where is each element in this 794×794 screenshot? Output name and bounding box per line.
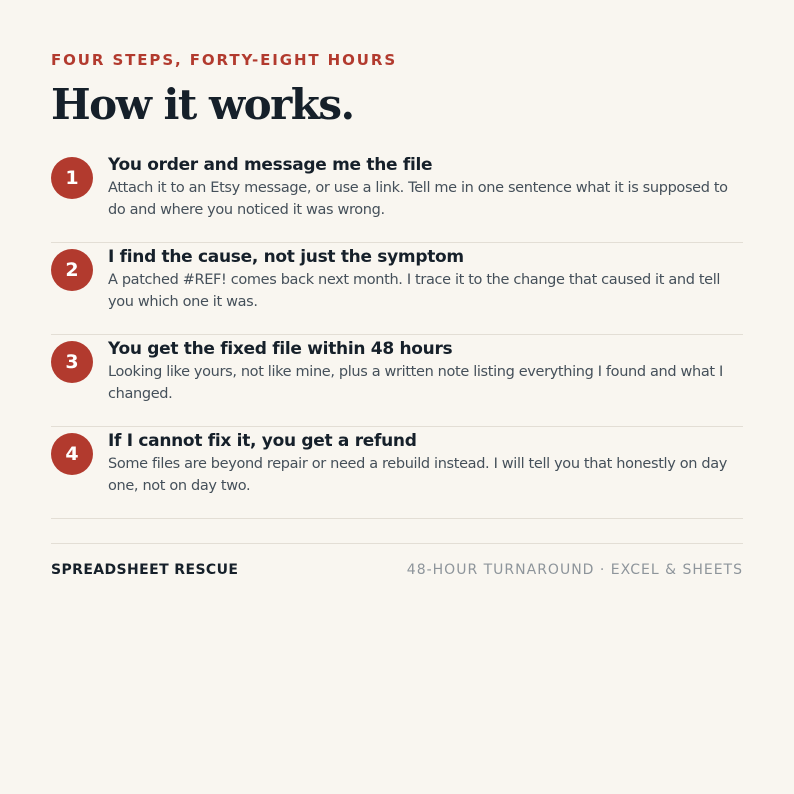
step-content — [108, 246, 743, 313]
step-description: Some files are beyond repair or need a rebuild instead. I will tell you that honestly on day one, not on day two. — [108, 456, 727, 494]
step-content — [108, 430, 743, 497]
step-number-badge: 3 — [51, 341, 93, 383]
step-title: If I cannot fix it, you get a refund — [108, 431, 417, 451]
step-number-badge: 2 — [51, 249, 93, 291]
footer-bar — [51, 543, 743, 579]
step-number-badge: 1 — [51, 157, 93, 199]
step-item — [51, 151, 743, 243]
step-description: Looking like yours, not like mine, plus a written note listing everything I found and what I changed. — [108, 364, 723, 402]
step-description: A patched #REF! comes back next month. I trace it to the change that caused it and tell you which one it was. — [108, 272, 721, 310]
footer-tagline: 48-HOUR TURNAROUND · EXCEL & SHEETS — [406, 562, 743, 578]
step-title: You order and message me the file — [108, 155, 433, 175]
how-it-works-section — [51, 49, 743, 579]
step-description: Attach it to an Etsy message, or use a link. Tell me in one sentence what it is supposed to do and where you noticed it was wrong. — [108, 180, 728, 218]
steps-list — [51, 151, 743, 519]
step-content — [108, 154, 743, 221]
step-item — [51, 335, 743, 427]
brand-name: SPREADSHEET RESCUE — [51, 562, 239, 578]
section-eyebrow: FOUR STEPS, FORTY-EIGHT HOURS — [51, 51, 398, 69]
step-title: You get the fixed file within 48 hours — [108, 339, 453, 359]
step-title: I find the cause, not just the symptom — [108, 247, 464, 267]
step-item — [51, 427, 743, 519]
step-content — [108, 338, 743, 405]
step-item — [51, 243, 743, 335]
step-number-badge: 4 — [51, 433, 93, 475]
page-title: How it works. — [51, 80, 354, 129]
